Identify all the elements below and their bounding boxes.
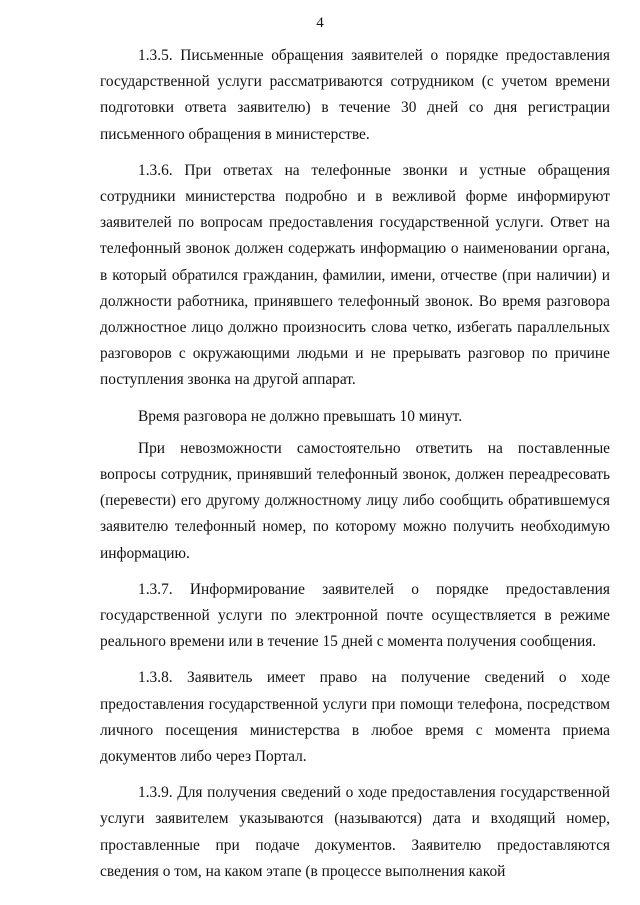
paragraph-1-3-8: 1.3.8. Заявитель имеет право на получение сведений о ходе предоставления государственной услуги при помощи телефона, посредством личного посещения министерства в любое время с момента приема документов либо через Портал.	[100, 669, 610, 766]
document-body	[100, 43, 610, 895]
paragraph-1-3-5: 1.3.5. Письменные обращения заявителей о порядке предоставления государственной услуги рассматриваются сотрудником (с учетом времени подготовки ответа заявителю) в течение 30 дней со дня регистрации письменного обращения в министерстве.	[100, 47, 610, 143]
paragraph-call-duration: Время разговора не должно превышать 10 минут.	[138, 407, 463, 425]
paragraph-1-3-6: 1.3.6. При ответах на телефонные звонки и устные обращения сотрудники министерства подробно и в вежливой форме информируют заявителей по вопросам предоставления государственной услуги. Ответ на телефонный звонок должен содержать информацию о наименовании органа, в который обратился гражданин, фамилии, имени, отчестве (при наличии) и должности работника, принявшего телефонный звонок. Во время разговора должностное лицо должно произносить слова четко, избегать параллельных разговоров с окружающими людьми и не прерывать разговор по причине поступления звонка на другой аппарат.	[100, 161, 610, 389]
page-number: 4	[316, 15, 324, 31]
paragraph-1-3-9: 1.3.9. Для получения сведений о ходе предоставления государственной услуги заявителем указываются (называются) дата и входящий номер, проставленные при подаче документов. Заявителю предоставляются сведения о том, на каком этапе (в процессе выполнения какой	[100, 784, 610, 880]
paragraph-call-redirect: При невозможности самостоятельно ответить на поставленные вопросы сотрудник, принявший телефонный звонок, должен переадресовать (перевести) его другому должностному лицу либо сообщить обратившемуся заявителю телефонный номер, по которому можно получить необходимую информацию.	[100, 439, 610, 562]
paragraph-1-3-7: 1.3.7. Информирование заявителей о порядке предоставления государственной услуги по электронной почте осуществляется в режиме реального времени или в течение 15 дней с момента получения сообщения.	[100, 580, 610, 651]
